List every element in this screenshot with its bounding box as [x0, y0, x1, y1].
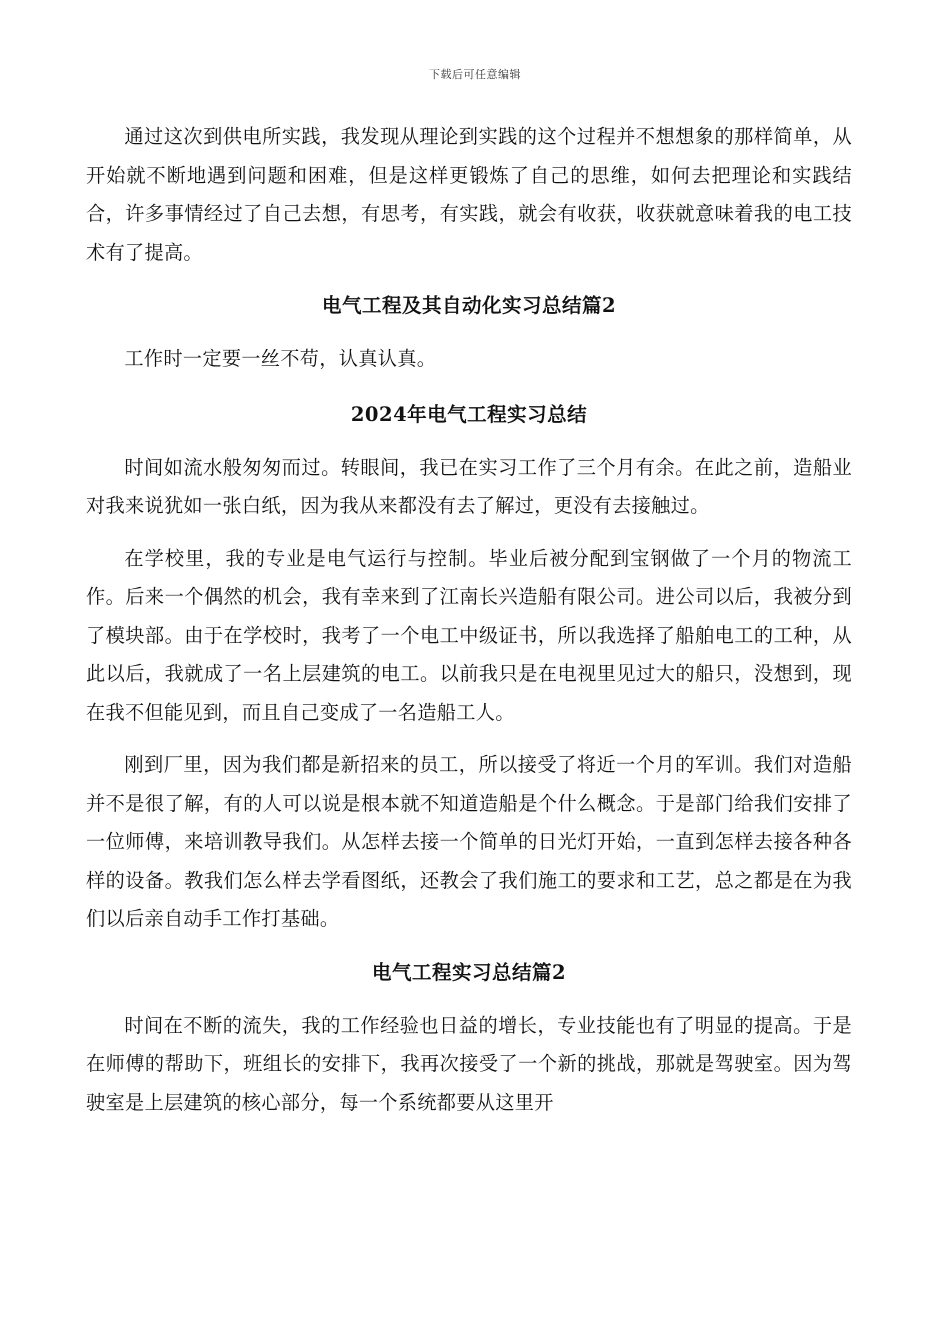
paragraph: 通过这次到供电所实践，我发现从理论到实践的这个过程并不想想象的那样简单，从开始就不断地遇到问题和困难，但是这样更锻炼了自己的思维，如何去把理论和实践结合，许多事情经过了自己去想，有思考，有实践，就会有收获，收获就意味着我的电工技术有了提高。 — [86, 125, 852, 264]
paragraph: 在学校里，我的专业是电气运行与控制。毕业后被分配到宝钢做了一个月的物流工作。后来一个偶然的机会，我有幸来到了江南长兴造船有限公司。进公司以后，我被分到了模块部。由于在学校时，我考了一个电工中级证书，所以我选择了船舶电工的工种，从此以后，我就成了一名上层建筑的电工。以前我只是在电视里见过大的船只，没想到，现在我不但能见到，而且自己变成了一名造船工人。 — [86, 546, 852, 724]
section-heading: 2024年电气工程实习总结 — [350, 402, 588, 426]
paragraph: 时间如流水般匆匆而过。转眼间，我已在实习工作了三个月有余。在此之前，造船业对我来说犹如一张白纸，因为我从来都没有去了解过，更没有去接触过。 — [86, 455, 852, 517]
paragraph: 时间在不断的流失，我的工作经验也日益的增长，专业技能也有了明显的提高。于是在师傅的帮助下，班组长的安排下，我再次接受了一个新的挑战，那就是驾驶室。因为驾驶室是上层建筑的核心部分，每一个系统都要从这里开 — [86, 1013, 852, 1114]
paragraph: 刚到厂里，因为我们都是新招来的员工，所以接受了将近一个月的军训。我们对造船并不是很了解，有的人可以说是根本就不知道造船是个什么概念。于是部门给我们安排了一位师傅，来培训教导我们。从怎样去接一个简单的日光灯开始，一直到怎样去接各种各样的设备。教我们怎么样去学看图纸，还教会了我们施工的要求和工艺，总之都是在为我们以后亲自动手工作打基础。 — [86, 753, 852, 930]
section-heading: 电气工程及其自动化实习总结篇2 — [321, 294, 617, 317]
paragraph: 工作时一定要一丝不苟，认真认真。 — [124, 347, 437, 370]
document-body — [86, 118, 852, 1136]
section-heading: 电气工程实习总结篇2 — [371, 960, 567, 984]
page-header-note: 下载后可任意编辑 — [429, 68, 521, 81]
